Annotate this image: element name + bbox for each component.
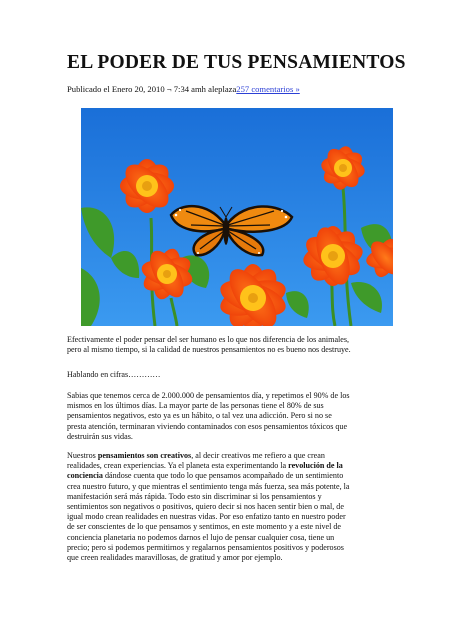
bold-phrase: revolución de la bbox=[288, 461, 343, 471]
text-line bbox=[67, 451, 407, 461]
article-title: EL PODER DE TUS PENSAMIENTOS bbox=[67, 52, 406, 73]
paragraph-statistics bbox=[67, 391, 407, 442]
text-line: igual modo crean realidades en nuestras vidas. Por eso enfatizo tanto en nuestro poder bbox=[67, 512, 346, 522]
text-line: que creen realidades maravillosas, de gratitud y amor por ejemplo. bbox=[67, 553, 283, 563]
text-line: pensamientos negativos, esto ya es un hábito, o tal vez una adicción. Pero si no se bbox=[67, 411, 332, 421]
butterfly-flowers-photo bbox=[81, 108, 393, 326]
text-line: mismos en los últimos días. La mayor parte de las personas tiene el 80% de sus bbox=[67, 401, 324, 411]
text-line: Efectivamente el poder pensar del ser humano es lo que nos diferencia de los animales, bbox=[67, 335, 350, 344]
text-line: precio; pero si podemos permitirnos y regalarnos pensamientos positivos y poderosos bbox=[67, 542, 344, 552]
text-line: Sabias que tenemos cerca de 2.000.000 de pensamientos día, y repetimos el 90% de los bbox=[67, 391, 350, 400]
text-run: realidades, crean experiencias. Ya el planeta esta experimentando la bbox=[67, 461, 289, 471]
paragraph-cifras bbox=[67, 370, 407, 380]
text-line: Hablando en cifras………… bbox=[67, 370, 161, 379]
text-run: dándose cuenta que todo lo que pensamos acompañado de un sentimiento bbox=[102, 471, 344, 481]
publish-info: Publicado el Enero 20, 2010 ¬ 7:34 amh aleplaza bbox=[67, 84, 237, 94]
paragraph-intro bbox=[67, 335, 407, 355]
bold-phrase: conciencia bbox=[67, 471, 103, 481]
text-line: de ser conscientes de lo que pensamos y sentimos, en este momento y a este nivel de bbox=[67, 522, 341, 532]
text-line: conciencia planetaria no podemos darnos el lujo de pensar cualquier cosa, tiene un bbox=[67, 532, 335, 542]
paragraph-creative-thoughts bbox=[67, 451, 407, 563]
text-line: destruirán sus vidas. bbox=[67, 431, 133, 441]
text-line: sentimientos son negativos o positivos, quiero decir si nos hacen sentir bien o mal, de bbox=[67, 502, 344, 512]
text-line: pero al mismo tiempo, si la calidad de nuestros pensamientos no es bueno nos destruye. bbox=[67, 345, 351, 355]
text-line bbox=[67, 471, 407, 481]
text-line: presta atención, terminaran viviendo contaminados con esos pensamientos tóxicos que bbox=[67, 421, 348, 431]
text-run: , al decir creativos me refiero a que crean bbox=[191, 451, 325, 460]
bold-phrase: pensamientos son creativos bbox=[97, 451, 192, 460]
article-meta bbox=[67, 84, 447, 94]
text-line: crea nuestro futuro, y que mientras el sentimiento tenga más fuerza, sea más potente, la bbox=[67, 481, 350, 491]
text-line: manifestación será más rápida. Todo esto sin discriminar si los pensamientos y bbox=[67, 491, 322, 501]
comments-link[interactable]: 257 comentarios » bbox=[236, 84, 300, 94]
text-line bbox=[67, 461, 407, 471]
text-run: Nuestros bbox=[67, 451, 98, 460]
